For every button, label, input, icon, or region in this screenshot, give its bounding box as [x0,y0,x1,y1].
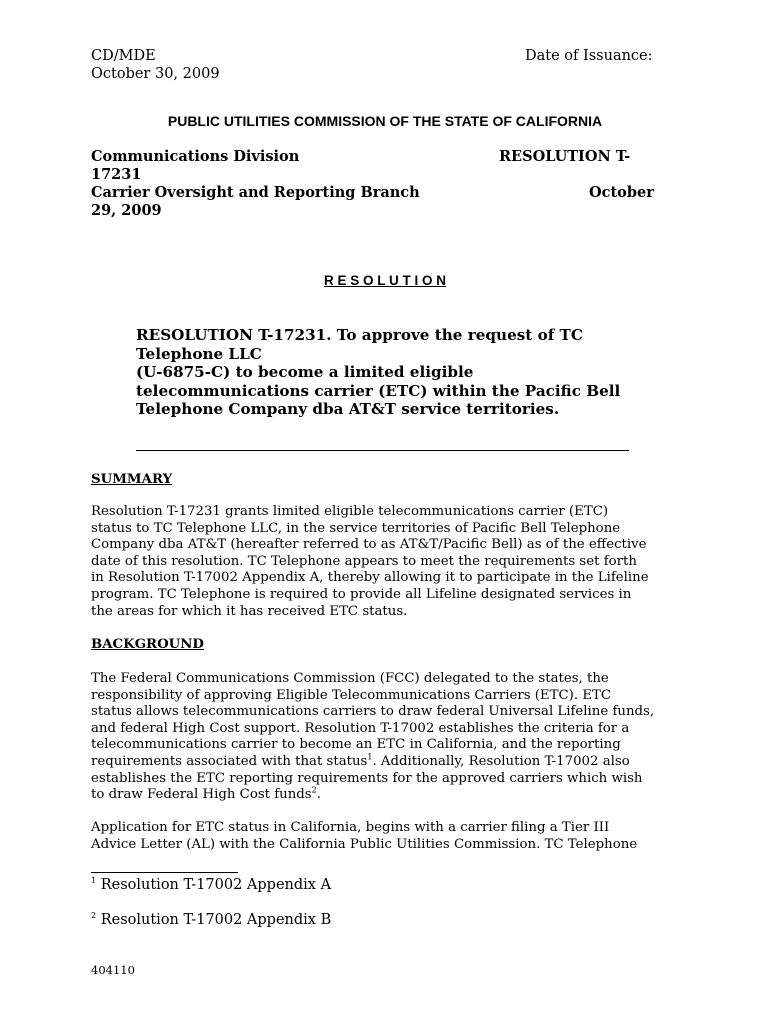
division-name: Communications Division [91,148,300,165]
background-paragraph [91,671,681,804]
resolution-title-line: (U-6875-C) to become a limited eligible [136,363,474,381]
background-line: telecommunications carrier to become an ETC in California, and the reporting [91,737,621,753]
resolution-number-part: RESOLUTION T- [499,148,631,165]
resolution-title-line: RESOLUTION T-17231. To approve the request of TC [136,326,583,344]
background-text: . Additionally, Resolution T-17002 also [372,753,630,769]
page-footer-code: 404110 [91,963,135,977]
background-line: status allows telecommunications carriers to draw federal Universal Lifeline funds, [91,704,655,720]
summary-paragraph [91,504,681,620]
background-text: to draw Federal High Cost funds [91,787,312,803]
commission-title: PUBLIC UTILITIES COMMISSION OF THE STATE OF CALIFORNIA [167,113,603,129]
title-divider [136,450,629,451]
footnote-number: 2 [91,911,97,921]
summary-line: Resolution T-17231 grants limited eligible telecommunications carrier (ETC) [91,504,609,519]
resolution-title-line: Telephone LLC [136,344,262,363]
application-line: Application for ETC status in California, begins with a carrier filing a Tier III [91,820,610,835]
summary-line: Company dba AT&T (hereafter referred to as AT&T/Pacific Bell) as of the effective [91,537,647,553]
footnote-text: Resolution T-17002 Appendix A [100,877,332,893]
application-paragraph [91,820,681,853]
footnote-number: 1 [91,876,97,886]
application-line: Advice Letter (AL) with the California Public Utilities Commission. TC Telephone [91,836,638,852]
resolution-heading: R E S O L U T I O N [323,273,446,288]
resolution-date-wrap: 29, 2009 [91,202,162,219]
background-line: establishes the ETC reporting requirements for the approved carriers which wish [91,770,643,786]
branch-name: Carrier Oversight and Reporting Branch [91,184,420,201]
header-date: October 30, 2009 [91,66,220,82]
background-line [91,754,681,771]
background-text: . [316,787,321,803]
background-line: The Federal Communications Commission (FCC) delegated to the states, the [91,671,609,686]
summary-line: the areas for which it has received ETC status. [91,603,408,619]
org-code: CD/MDE [91,48,156,64]
background-text: requirements associated with that status [91,753,368,769]
summary-line: in Resolution T-17002 Appendix A, thereby allowing it to participate in the Lifeline [91,570,649,586]
summary-heading: SUMMARY [91,472,173,487]
summary-line: date of this resolution. TC Telephone appears to meet the requirements set forth [91,553,637,569]
footnote-separator [91,872,238,873]
background-line: responsibility of approving Eligible Telecommunications Carriers (ETC). ETC [91,687,612,703]
date-of-issuance-label: Date of Issuance: [525,48,653,64]
footnote-ref-1[interactable]: 1 [367,752,373,762]
background-line [91,787,681,804]
summary-line: status to TC Telephone LLC, in the service territories of Pacific Bell Telephone [91,520,621,536]
summary-line: program. TC Telephone is required to provide all Lifeline designated services in [91,586,632,602]
background-line: and federal High Cost support. Resolution T-17002 establishes the criteria for a [91,720,630,736]
footnote-1 [91,877,331,893]
footnote-2 [91,912,331,928]
background-heading: BACKGROUND [91,637,204,652]
resolution-date-part: October [589,184,654,201]
resolution-title-line: telecommunications carrier (ETC) within the Pacific Bell [136,381,621,400]
footnote-text: Resolution T-17002 Appendix B [100,912,332,928]
resolution-title-line: Telephone Company dba AT&T service territories. [136,400,560,418]
footnote-ref-2[interactable]: 2 [311,785,317,795]
resolution-title [136,326,656,419]
resolution-number-wrap: 17231 [91,166,142,183]
